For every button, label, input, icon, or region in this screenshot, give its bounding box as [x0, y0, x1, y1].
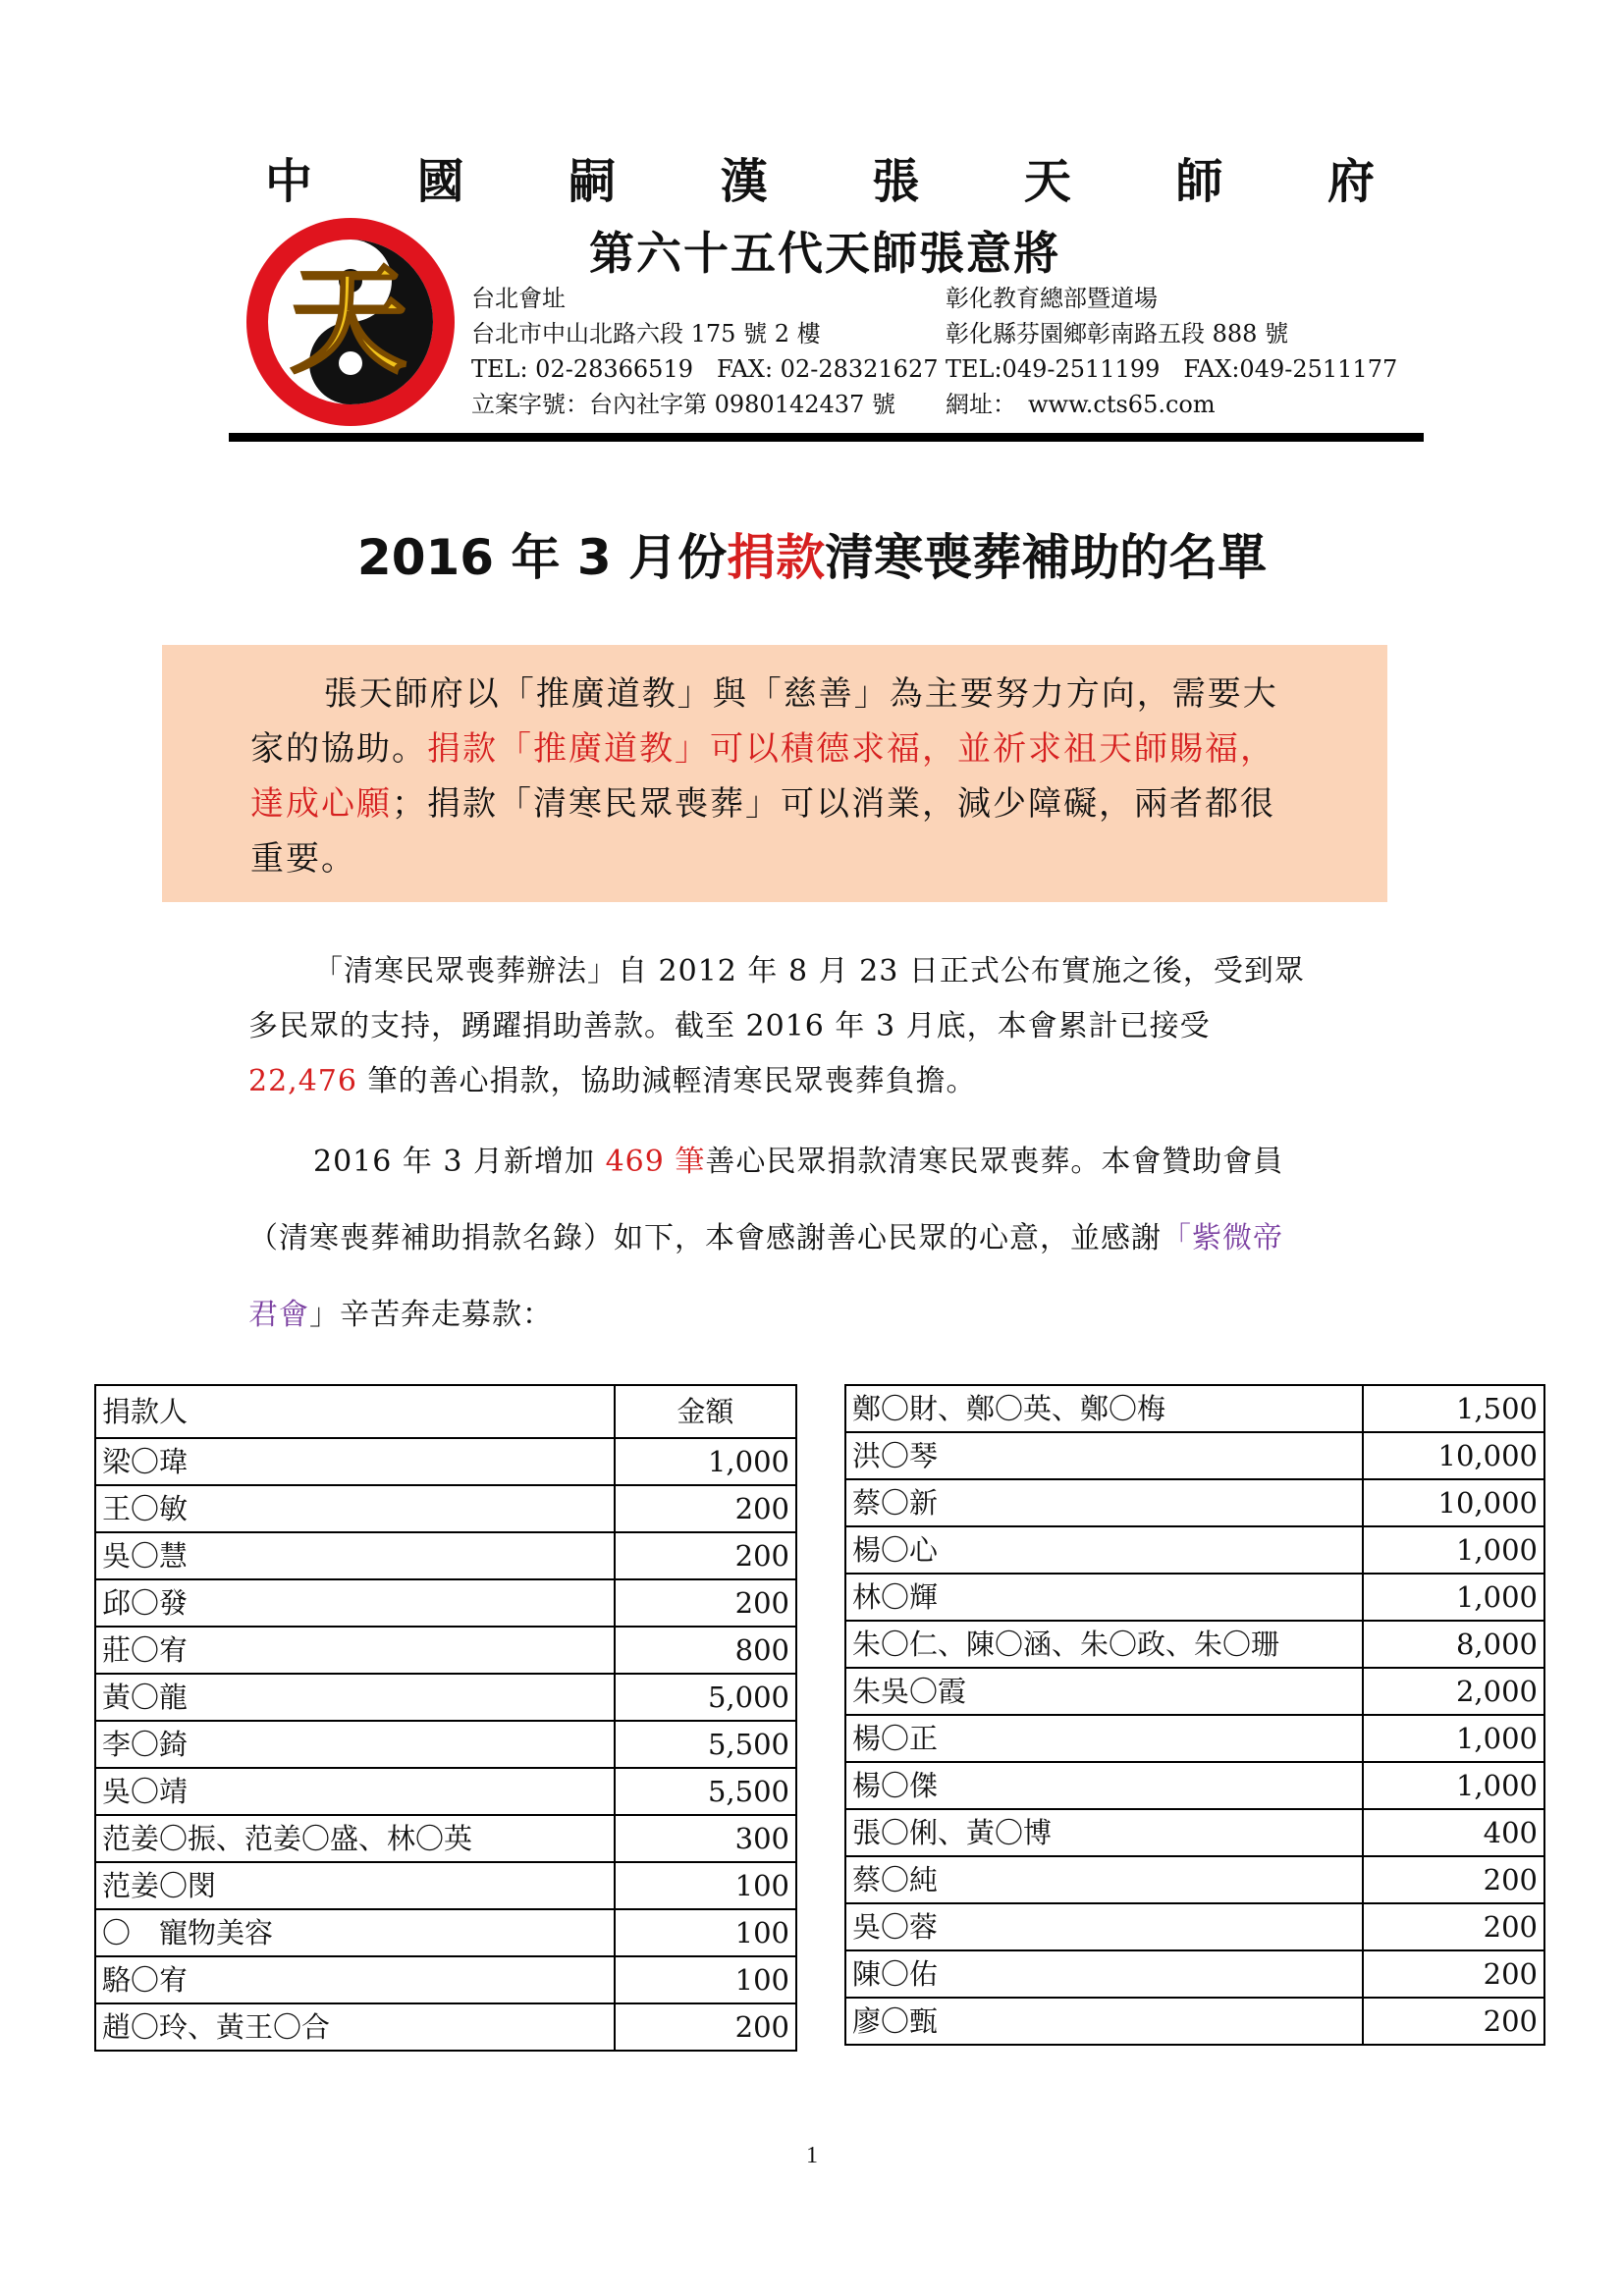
table-row: [95, 2003, 796, 2051]
changhua-label: 彰化教育總部暨道場: [946, 285, 1158, 312]
donation-amount: 200: [615, 1485, 796, 1532]
donor-name: 駱〇宥: [95, 1956, 615, 2003]
master-name: 第六十五代天師張意將: [589, 227, 1060, 280]
donation-amount: 200: [1363, 1998, 1544, 2045]
donation-amount: 1,000: [1363, 1526, 1544, 1574]
donor-name: 楊〇心: [845, 1526, 1363, 1574]
donation-amount: 200: [1363, 1903, 1544, 1950]
donor-name: 楊〇正: [845, 1715, 1363, 1762]
org-char: 師: [1175, 153, 1223, 209]
para1-text-b: 筆的善心捐款，協助減輕清寒民眾喪葬負擔。: [356, 1064, 977, 1098]
para2-text-c: 」辛苦奔走募款：: [309, 1298, 553, 1332]
donor-name: 蔡〇新: [845, 1479, 1363, 1526]
taipei-info: [471, 281, 939, 422]
donor-name: 范姜〇振、范姜〇盛、林〇英: [95, 1815, 615, 1862]
donor-name: 吳〇慧: [95, 1532, 615, 1579]
donor-name: 吳〇靖: [95, 1768, 615, 1815]
donation-amount: 100: [615, 1909, 796, 1956]
table-row: [845, 1668, 1544, 1715]
changhua-phone: TEL:049-2511199 FAX:049-2511177: [946, 355, 1398, 383]
donation-amount: 200: [1363, 1856, 1544, 1903]
table-row: [845, 1809, 1544, 1856]
donation-amount: 800: [615, 1627, 796, 1674]
org-title: [265, 137, 1375, 216]
donation-amount: 10,000: [1363, 1479, 1544, 1526]
donation-amount: 2,000: [1363, 1668, 1544, 1715]
donor-name: 楊〇傑: [845, 1762, 1363, 1809]
logo-char: 天: [290, 251, 407, 390]
amount-header: 金額: [615, 1385, 796, 1438]
table-row: [845, 1903, 1544, 1950]
intro-paragraph: [250, 667, 1299, 886]
donor-header: 捐款人: [95, 1385, 615, 1438]
donor-name: 趙〇玲、黃王〇合: [95, 2003, 615, 2051]
donor-name: 梁〇瑋: [95, 1438, 615, 1485]
donor-name: 范姜〇閔: [95, 1862, 615, 1909]
intro-part3: ；捐款「清寒民眾喪葬」可以消業，減少障礙，兩者都很重要。: [250, 784, 1275, 879]
table-row: [845, 1950, 1544, 1998]
donation-amount: 100: [615, 1956, 796, 2003]
org-char: 天: [1023, 153, 1071, 209]
intro-part2: 捐款「推廣道教」可以積德求福，並祈求祖天師賜福，達成心願: [250, 729, 1275, 824]
table-row: [95, 1815, 796, 1862]
para2-text-b: 善心民眾捐款清寒民眾喪葬。本會贊助會員（清寒喪葬補助捐款名錄）如下，本會感謝善心民眾的心意，並感謝: [248, 1145, 1284, 1255]
donor-name: 洪〇琴: [845, 1432, 1363, 1479]
donation-amount: 5,500: [615, 1721, 796, 1768]
donor-name: 李〇錡: [95, 1721, 615, 1768]
donation-amount: 300: [615, 1815, 796, 1862]
donor-table-right: [844, 1384, 1545, 2046]
changhua-info: [946, 281, 1397, 422]
org-char: 中: [265, 153, 313, 209]
donation-amount: 8,000: [1363, 1621, 1544, 1668]
monthly-count: 469 筆: [605, 1145, 706, 1179]
table-row: [95, 1674, 796, 1721]
title-prefix: 2016 年 3 月份: [356, 529, 728, 586]
org-char: 嗣: [568, 153, 617, 209]
donation-amount: 1,000: [1363, 1762, 1544, 1809]
donation-amount: 400: [1363, 1809, 1544, 1856]
header-rule: [229, 433, 1424, 442]
changhua-address: 彰化縣芬園鄉彰南路五段 888 號: [946, 320, 1289, 347]
table-row: [95, 1485, 796, 1532]
table-row: [845, 1762, 1544, 1809]
donor-name: 林〇輝: [845, 1574, 1363, 1621]
donor-name: 吳〇蓉: [845, 1903, 1363, 1950]
intro-part1: 張天師府以「推廣道教」與「慈善」為主要努力方向，需要大家的協助。: [250, 674, 1278, 769]
table-row: [95, 1532, 796, 1579]
taipei-phone: TEL: 02-28366519 FAX: 02-28321627: [471, 355, 939, 383]
donor-name: 廖〇甄: [845, 1998, 1363, 2045]
table-row: [95, 1862, 796, 1909]
table-row: [95, 1579, 796, 1627]
table-row: [845, 1621, 1544, 1668]
table-row: [95, 1768, 796, 1815]
donor-name: 張〇俐、黃〇博: [845, 1809, 1363, 1856]
table-row: [95, 1627, 796, 1674]
donation-amount: 200: [615, 1532, 796, 1579]
donation-amount: 200: [1363, 1950, 1544, 1998]
table-row: [95, 1909, 796, 1956]
tianshi-logo-icon: [243, 214, 459, 430]
donor-name: 王〇敏: [95, 1485, 615, 1532]
table-row: [845, 1479, 1544, 1526]
table-row: [95, 1956, 796, 2003]
table-row: [95, 1721, 796, 1768]
total-count: 22,476: [248, 1064, 357, 1098]
donation-amount: 1,500: [1363, 1385, 1544, 1432]
table-row: [845, 1715, 1544, 1762]
table-row: [845, 1432, 1544, 1479]
donor-name: 黃〇龍: [95, 1674, 615, 1721]
donor-table-left: [94, 1384, 797, 2052]
taipei-address: 台北市中山北路六段 175 號 2 樓: [471, 320, 821, 347]
group-name: 「紫微帝君會: [248, 1221, 1283, 1332]
org-char: 府: [1326, 153, 1375, 209]
table-row: [845, 1856, 1544, 1903]
monthly-paragraph: [248, 1124, 1309, 1354]
donation-amount: 200: [615, 1579, 796, 1627]
website: 網址： www.cts65.com: [946, 391, 1216, 418]
org-char: 國: [416, 153, 464, 209]
donor-name: 朱〇仁、陳〇涵、朱〇政、朱〇珊: [845, 1621, 1363, 1668]
para2-text-a: 2016 年 3 月新增加: [313, 1145, 606, 1179]
donor-name: 鄭〇財、鄭〇英、鄭〇梅: [845, 1385, 1363, 1432]
table-header-row: [95, 1385, 796, 1438]
donor-name: 朱吳〇霞: [845, 1668, 1363, 1715]
donation-amount: 10,000: [1363, 1432, 1544, 1479]
table-row: [95, 1438, 796, 1485]
title-suffix: 清寒喪葬補助的名單: [825, 529, 1268, 586]
taipei-label: 台北會址: [471, 285, 566, 312]
donation-amount: 1,000: [1363, 1574, 1544, 1621]
summary-paragraph: [248, 944, 1309, 1109]
donation-amount: 1,000: [1363, 1715, 1544, 1762]
donation-amount: 200: [615, 2003, 796, 2051]
org-char: 漢: [720, 153, 768, 209]
donation-amount: 1,000: [615, 1438, 796, 1485]
donation-amount: 5,000: [615, 1674, 796, 1721]
table-row: [845, 1574, 1544, 1621]
intro-box: [162, 645, 1387, 902]
donation-amount: 100: [615, 1862, 796, 1909]
donor-name: 蔡〇純: [845, 1856, 1363, 1903]
donor-name: 莊〇宥: [95, 1627, 615, 1674]
table-row: [845, 1526, 1544, 1574]
table-row: [845, 1998, 1544, 2045]
donor-name: 邱〇發: [95, 1579, 615, 1627]
donor-name: 〇 寵物美容: [95, 1909, 615, 1956]
donation-amount: 5,500: [615, 1768, 796, 1815]
registration-number: 立案字號：台內社字第 0980142437 號: [471, 391, 895, 418]
title-highlight: 捐款: [727, 529, 826, 586]
document-title: [0, 518, 1624, 589]
donor-name: 陳〇佑: [845, 1950, 1363, 1998]
page-number: 1: [806, 2143, 818, 2168]
para1-text-a: 「清寒民眾喪葬辦法」自 2012 年 8 月 23 日正式公布實施之後，受到眾多民眾的支持，踴躍捐助善款。截至 2016 年 3 月底，本會累計已接受: [248, 954, 1305, 1043]
table-row: [845, 1385, 1544, 1432]
org-char: 張: [872, 153, 920, 209]
